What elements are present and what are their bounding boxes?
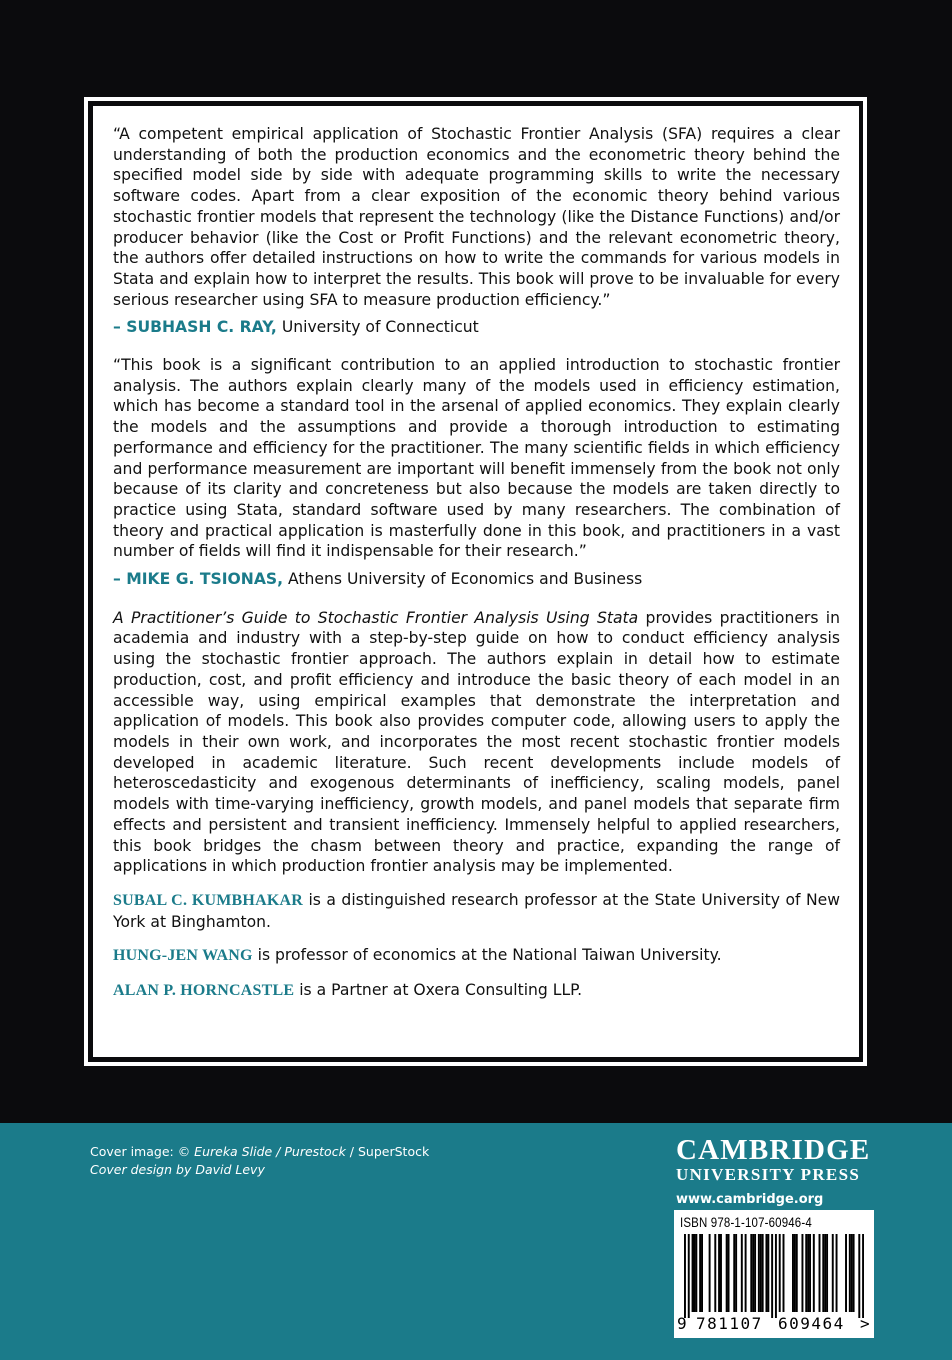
- barcode-bar: [819, 1234, 821, 1312]
- review-attribution-1: [113, 317, 840, 338]
- cover-design-credit-text: Cover design by David Levy: [90, 1162, 265, 1177]
- author-bio-3: [113, 980, 840, 1002]
- reviewer-name-2: – MIKE G. TSIONAS,: [113, 570, 284, 589]
- ean-digits-left: 781107: [696, 1314, 763, 1333]
- ean-digits-right: 609464: [778, 1314, 845, 1333]
- barcode-bars: [684, 1234, 864, 1318]
- author-name-3: ALAN P. HORNCASTLE: [113, 982, 295, 1000]
- cover-image-credit-source: Eureka Slide / Purestock: [194, 1144, 346, 1159]
- book-title: A Practitioner’s Guide to Stochastic Frontier Analysis Using Stata: [113, 608, 639, 627]
- barcode-bar: [693, 1234, 695, 1312]
- barcode-bar: [718, 1234, 720, 1312]
- isbn-label: ISBN 978-1-107-60946-4: [680, 1214, 812, 1230]
- barcode-bar: [684, 1234, 686, 1318]
- cover-design-credit: [90, 1161, 429, 1179]
- book-description-body: provides practitioners in academia and industry with a step-by-step guide on how to conduct efficiency analysis using the stochastic frontier approach. The authors explain in detail how to estimate production, cost, and profit efficiency and introduce the basic theory of each model in an accessible way, using empirical examples that demonstrate the interpretation and application of models. This book also provides computer code, allowing users to apply the models in their own work, and incorporates the most recent stochastic frontier models developed in academic literature. Such recent developments include models of heteroscedasticity and exogenous determinants of inefficiency, scaling models, panel models with time-varying inefficiency, growth models, and panel models that separate firm effects and persistent and transient inefficiency. Immensely helpful to applied researchers, this book bridges the chasm between theory and practice, expanding the range of applications in which production frontier analysis may be implemented.: [113, 608, 840, 876]
- barcode-bar: [728, 1234, 730, 1312]
- barcode-bar: [750, 1234, 752, 1312]
- barcode-bar: [709, 1234, 711, 1312]
- author-bio-2: [113, 945, 840, 967]
- barcode-bar: [822, 1234, 824, 1312]
- barcode-bar: [688, 1234, 690, 1318]
- review-quote-2: “This book is a significant contribution to an applied introduction to stochastic frontier analysis. The authors explain clearly many of the models used in efficiency estimation, which has become a standard tool in the arsenal of applied economics. They explain clearly the models and the assumptions and provide a thorough introduction to estimating performance and efficiency for the practitioner. The many scientific fields in which efficiency and performance measurement are important will benefit immensely from the book not only because of its clarity and concreteness but also because the models are taken directly to practice using Stata, standard software used by many researchers. The combination of theory and practical application is masterfully done in this book, and practitioners in a vast number of fields will find it indispensable for their research.”: [113, 356, 840, 561]
- barcode-bar: [792, 1234, 794, 1312]
- barcode-bar: [836, 1234, 838, 1312]
- publisher-name-line2: UNIVERSITY PRESS: [676, 1165, 861, 1184]
- barcode-bar: [809, 1234, 811, 1312]
- barcode-bar: [701, 1234, 703, 1312]
- barcode-bar: [695, 1234, 697, 1312]
- reviewer-affiliation-1: University of Connecticut: [276, 318, 479, 337]
- barcode-bar: [779, 1234, 781, 1312]
- isbn-barcode: [674, 1210, 874, 1338]
- cover-footer-band: [0, 1123, 952, 1360]
- barcode-bar: [692, 1234, 694, 1312]
- barcode-bar: [853, 1234, 855, 1312]
- barcode-bar: [845, 1234, 847, 1312]
- barcode-bar: [726, 1234, 728, 1312]
- barcode-bar: [858, 1234, 860, 1318]
- cover-image-credit: [90, 1143, 429, 1161]
- publisher-website[interactable]: www.cambridge.org: [676, 1192, 824, 1207]
- barcode-bar: [752, 1234, 754, 1312]
- cover-image-credit-suffix: / SuperStock: [345, 1144, 430, 1159]
- barcode-bar: [824, 1234, 826, 1312]
- barcode-bar: [758, 1234, 760, 1312]
- barcode-bar: [801, 1234, 803, 1312]
- author-bio-1: [113, 890, 840, 932]
- review-quote-1: “A competent empirical application of Stochastic Frontier Analysis (SFA) requires a clear understanding of both the production economics and the econometric theory behind the specified model side by side with adequate programming skills to write the necessary software codes. Apart from a clear exposition of the economic theory behind various stochastic frontier models that represent the technology (like the Distance Functions) and/or producer behavior (like the Cost or Profit Functions) and the relevant econometric theory, the authors offer detailed instructions on how to write the commands for various models in Stata and explain how to interpret the results. This book will prove to be invaluable for every serious researcher using SFA to measure production efficiency.”: [113, 125, 840, 309]
- barcode-bar: [794, 1234, 796, 1312]
- barcode-bar: [851, 1234, 853, 1312]
- barcode-bar: [699, 1234, 701, 1312]
- barcode-bar: [733, 1234, 735, 1312]
- barcode-bar: [849, 1234, 851, 1312]
- barcode-bar: [754, 1234, 756, 1312]
- barcode-bar: [762, 1234, 764, 1312]
- barcode-bar: [714, 1234, 716, 1312]
- review-attribution-2: [113, 569, 840, 590]
- reviewer-name-1: – SUBHASH C. RAY,: [113, 318, 277, 337]
- publisher-name-line1: CAMBRIDGE: [676, 1134, 871, 1166]
- barcode-bar: [832, 1234, 834, 1312]
- barcode-bar: [745, 1234, 747, 1312]
- barcode-bar: [813, 1234, 815, 1312]
- ean-quiet-marker: >: [860, 1314, 870, 1333]
- author-bio-text-1: is a distinguished research professor at the State University of New York at Binghamton.: [113, 890, 840, 931]
- barcode-bar: [807, 1234, 809, 1312]
- barcode-bar: [735, 1234, 737, 1312]
- barcode-bar: [765, 1234, 767, 1312]
- barcode-bar: [771, 1234, 773, 1318]
- author-bio-text-3: is a Partner at Oxera Consulting LLP.: [294, 981, 583, 1000]
- cover-credits: [90, 1143, 429, 1179]
- author-bio-text-2: is professor of economics at the National Taiwan University.: [252, 946, 722, 965]
- back-cover-text-panel: [91, 104, 861, 1059]
- barcode-bar: [741, 1234, 743, 1312]
- barcode-bar: [720, 1234, 722, 1312]
- barcode-bar: [796, 1234, 798, 1312]
- panel-content: [113, 124, 840, 1002]
- cover-image-credit-prefix: Cover image: ©: [90, 1144, 195, 1159]
- book-description: [113, 608, 840, 877]
- barcode-bar: [826, 1234, 828, 1312]
- author-name-1: SUBAL C. KUMBHAKAR: [113, 891, 303, 909]
- barcode-bar: [805, 1234, 807, 1312]
- barcode-bar: [767, 1234, 769, 1312]
- barcode-bar: [862, 1234, 864, 1318]
- barcode-bar: [775, 1234, 777, 1318]
- barcode-bar: [783, 1234, 785, 1312]
- publisher-logo: [676, 1135, 870, 1207]
- author-name-2: HUNG-JEN WANG: [113, 947, 253, 965]
- reviewer-affiliation-2: Athens University of Economics and Business: [283, 570, 643, 589]
- ean-digits: [674, 1314, 874, 1338]
- barcode-bar: [760, 1234, 762, 1312]
- ean-digit-lead: 9: [677, 1314, 687, 1333]
